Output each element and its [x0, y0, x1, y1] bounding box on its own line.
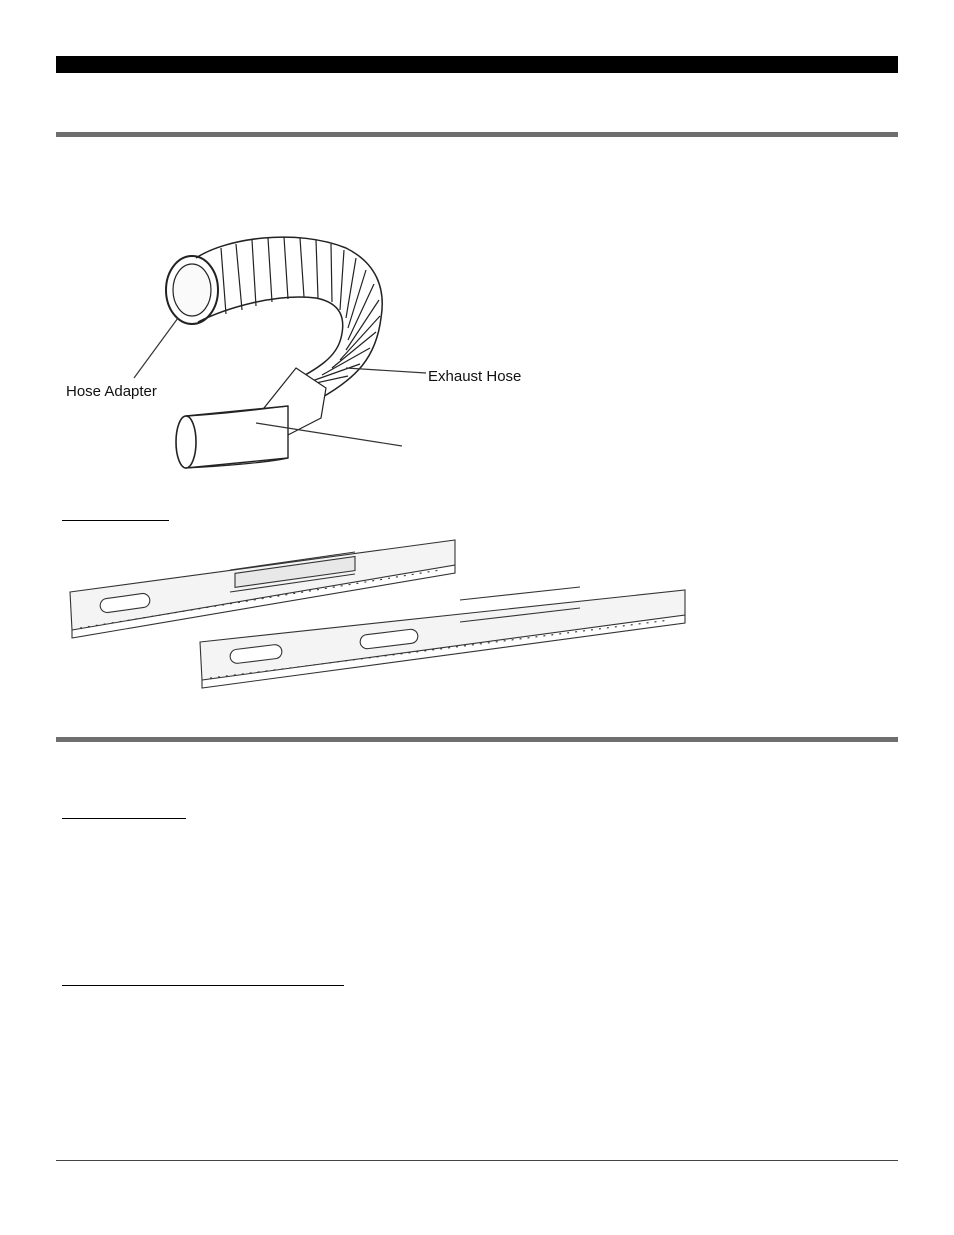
window-slide-kit-illustration: [60, 530, 700, 700]
heading-underline-1: [62, 520, 169, 521]
exhaust-hose-label: Exhaust Hose: [428, 368, 522, 385]
header-bar: [56, 56, 898, 73]
section-rule-2: [56, 737, 898, 742]
heading-underline-2: [62, 818, 186, 819]
hose-adapter-label: Hose Adapter: [66, 383, 157, 400]
exhaust-hose-illustration: [56, 218, 576, 488]
heading-underline-3: [62, 985, 344, 986]
section-rule-1: [56, 132, 898, 137]
footer-rule: [56, 1160, 898, 1161]
